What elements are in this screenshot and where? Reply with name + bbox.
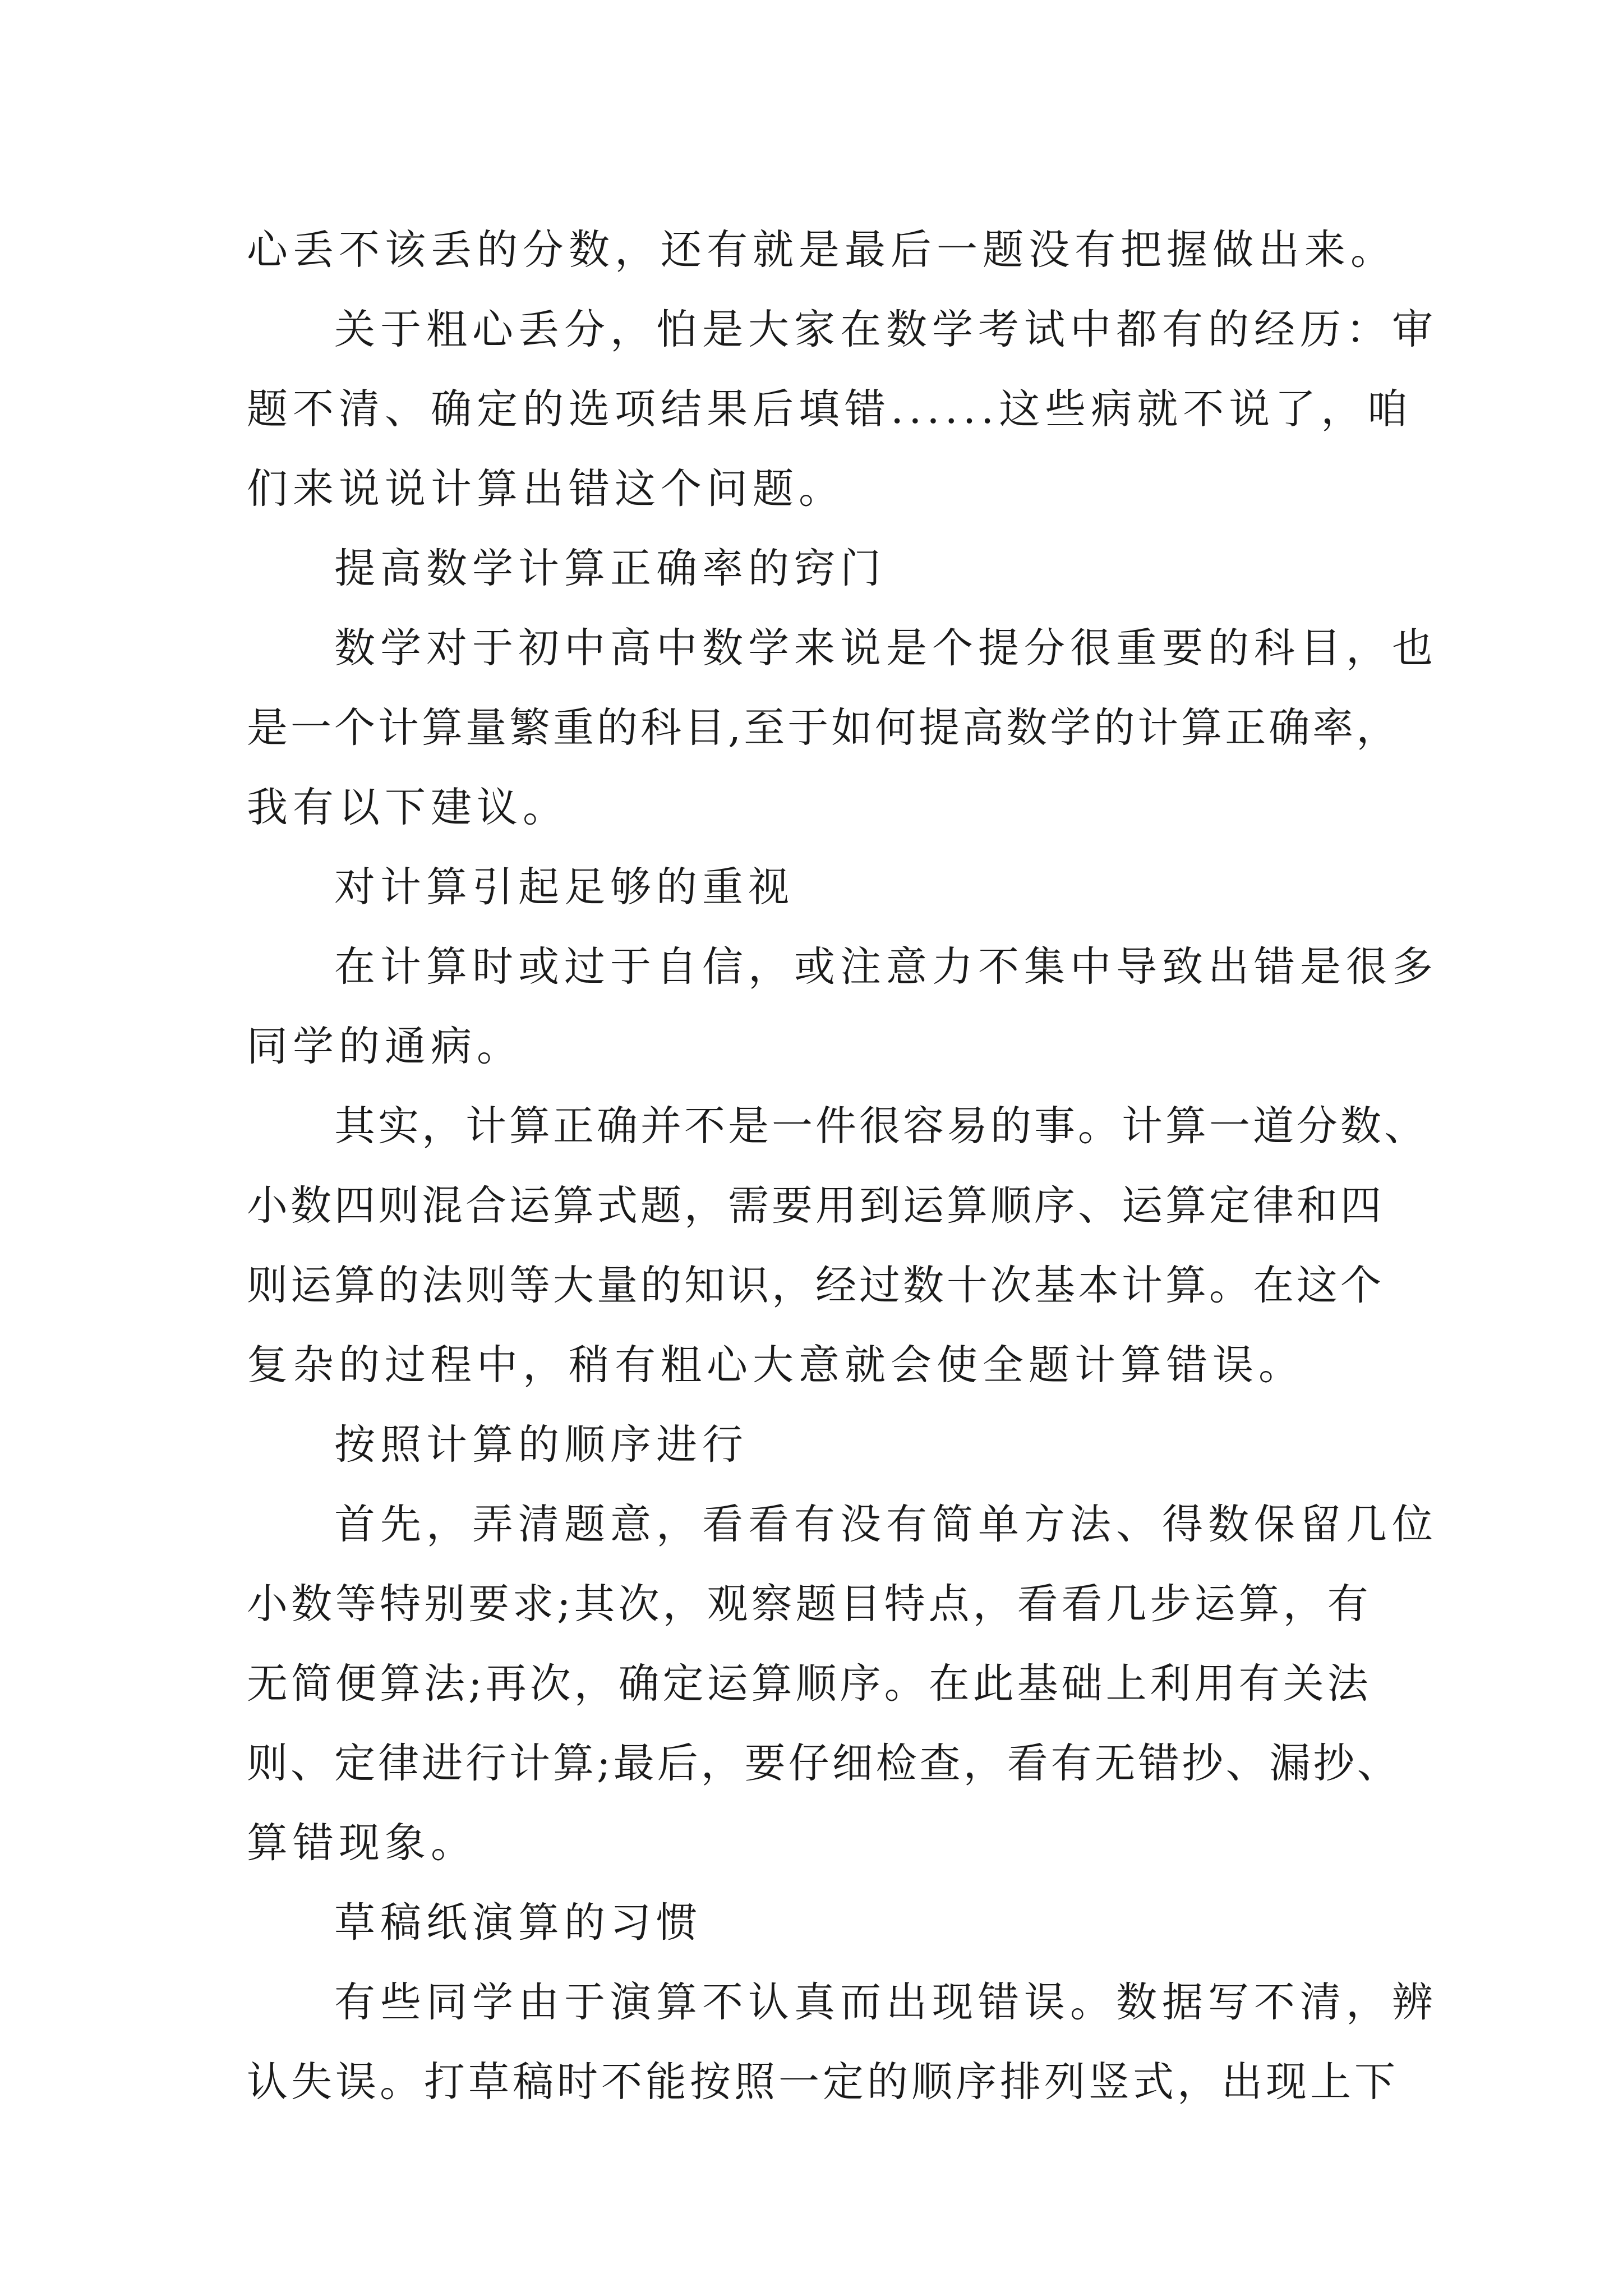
- paragraph-line: 有些同学由于演算不认真而出现错误。数据写不清，辨: [334, 1978, 1438, 2026]
- section-heading: 提高数学计算正确率的窍门: [334, 545, 886, 592]
- paragraph-line: 题不清、确定的选项结果后填错......这些病就不说了，咱: [247, 385, 1413, 433]
- paragraph-line: 认失误。打草稿时不能按照一定的顺序排列竖式，出现上下: [247, 2058, 1399, 2106]
- section-heading: 对计算引起足够的重视: [334, 863, 794, 911]
- paragraph-line: 同学的通病。: [247, 1023, 523, 1070]
- paragraph-line: 复杂的过程中，稍有粗心大意就会使全题计算错误。: [247, 1341, 1304, 1389]
- paragraph-line: 其实，计算正确并不是一件很容易的事。计算一道分数、: [334, 1102, 1428, 1150]
- paragraph-line: 数学对于初中高中数学来说是个提分很重要的科目，也: [334, 624, 1438, 672]
- paragraph-line: 是一个计算量繁重的科目,至于如何提高数学的计算正确率，: [247, 704, 1400, 752]
- section-heading: 按照计算的顺序进行: [334, 1421, 748, 1469]
- paragraph-line: 则、定律进行计算;最后，要仔细检查，看有无错抄、漏抄、: [247, 1740, 1401, 1787]
- paragraph-line: 首先，弄清题意，看看有没有简单方法、得数保留几位: [334, 1501, 1438, 1548]
- paragraph-line: 关于粗心丢分，怕是大家在数学考试中都有的经历：审: [334, 306, 1438, 353]
- paragraph-line: 们来说说计算出错这个问题。: [247, 465, 845, 513]
- paragraph-line: 小数四则混合运算式题，需要用到运算顺序、运算定律和四: [247, 1182, 1384, 1230]
- paragraph-line: 小数等特别要求;其次，观察题目特点，看看几步运算，有: [247, 1580, 1372, 1628]
- paragraph-line: 在计算时或过于自信，或注意力不集中导致出错是很多: [334, 943, 1438, 991]
- paragraph-line: 算错现象。: [247, 1819, 477, 1867]
- section-heading: 草稿纸演算的习惯: [334, 1899, 702, 1947]
- paragraph-line: 无简便算法;再次，确定运算顺序。在此基础上利用有关法: [247, 1660, 1372, 1708]
- document-body: [247, 210, 1438, 2122]
- paragraph-line: 心丢不该丢的分数，还有就是最后一题没有把握做出来。: [247, 226, 1396, 274]
- paragraph-line: 我有以下建议。: [247, 784, 569, 831]
- paragraph-line: 则运算的法则等大量的知识，经过数十次基本计算。在这个: [247, 1262, 1384, 1309]
